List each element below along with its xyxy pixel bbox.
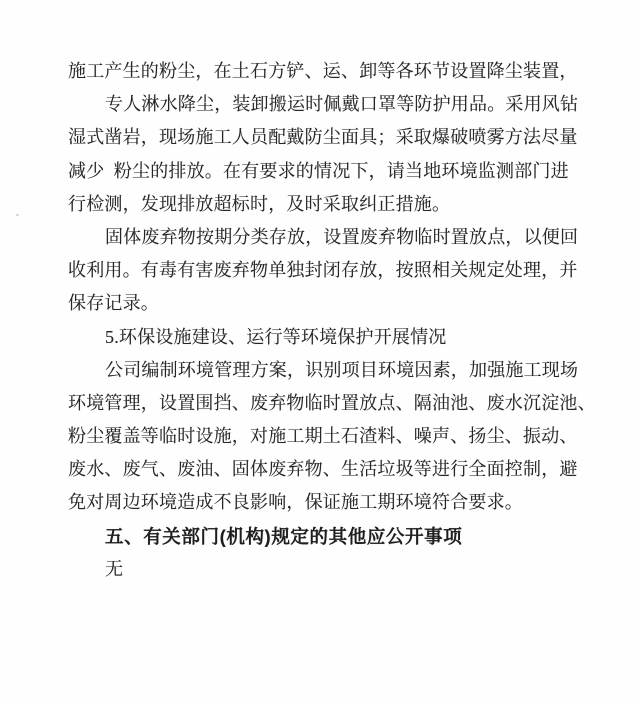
text-line: 粉尘覆盖等临时设施，对施工期土石渣料、噪声、扬尘、振动、 bbox=[68, 426, 578, 447]
text-line: 湿式凿岩，现场施工人员配戴防尘面具；采取爆破喷雾方法尽量 bbox=[68, 127, 578, 148]
text-line: 环境管理，设置围挡、废弃物临时置放点、隔油池、废水沉淀池、 bbox=[68, 392, 596, 413]
text-line: 减少 粉尘的排放。在有要求的情况下，请当地环境监测部门进 bbox=[68, 160, 569, 181]
text-line: 固体废弃物按期分类存放，设置废弃物临时置放点，以便回 bbox=[105, 226, 579, 247]
text-line: 收利用。有毒有害废弃物单独封闭存放，按照相关规定处理，并 bbox=[68, 260, 578, 281]
text-line: 保存记录。 bbox=[68, 293, 159, 314]
text-line: 施工产生的粉尘，在土石方铲、运、卸等各环节设置降尘装置， bbox=[68, 61, 578, 81]
scan-artifact-speck bbox=[16, 214, 19, 216]
section-heading-line: 五、有关部门(机构)规定的其他应公开事项 bbox=[105, 525, 463, 547]
text-line: 无 bbox=[105, 558, 124, 579]
text-line: 专人淋水降尘，装卸搬运时佩戴口罩等防护用品。采用风钻 bbox=[105, 94, 579, 115]
text-line: 5.环保设施建设、运行等环境保护开展情况 bbox=[105, 326, 447, 347]
document-text-block bbox=[68, 55, 596, 586]
text-line: 废水、废气、废油、固体废弃物、生活垃圾等进行全面控制，避 bbox=[68, 459, 578, 480]
text-line: 行检测，发现排放超标时，及时采取纠正措施。 bbox=[68, 193, 451, 214]
text-line: 公司编制环境管理方案，识别项目环境因素，加强施工现场 bbox=[105, 359, 579, 380]
text-line: 免对周边环境造成不良影响，保证施工期环境符合要求。 bbox=[68, 492, 523, 513]
